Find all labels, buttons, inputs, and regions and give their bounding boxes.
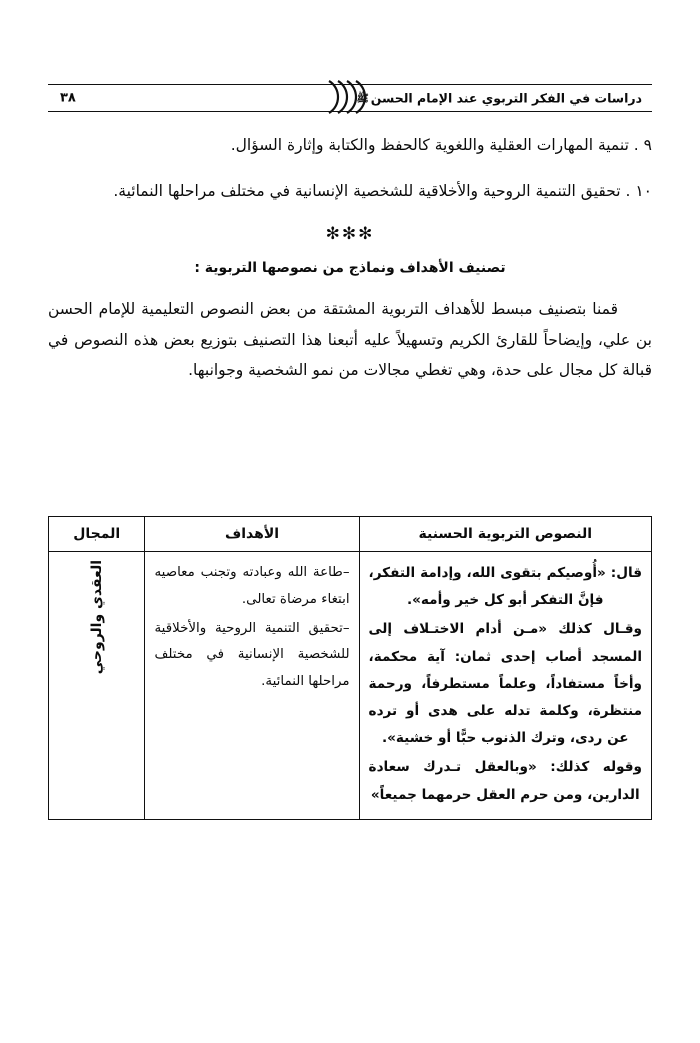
goal-item: –طاعة الله وعبادته وتجنب معاصيه ابتغاء مرضاة تعالى. [154,565,350,607]
section-divider-stars: ✻✻✻ [325,224,375,245]
text-quote: قال: «أُوصيكم بتقوى الله، وإدامة التفكر، فإنَّ التفكر أبو كل خير وأمه». [368,565,642,609]
field-label: العقدي والروحي [88,560,105,675]
cell-field [49,552,145,820]
section-heading: تصنيف الأهداف ونماذج من نصوصها التربوية : [194,260,506,277]
cell-goals [145,552,359,820]
classification-table [48,516,652,820]
table-header-row [49,517,652,552]
text-quote: وقوله كذلك: «وبالعقل تـدرك سعادة الدارين، ومن حرم العقل حرمهما جميعاً» [368,759,642,803]
cell-texts [359,552,651,820]
table-row [49,552,652,820]
text-quote: وقـال كذلك «مـن أدام الاختـلاف إلى المسجد أصاب إحدى ثمان: آية محكمة، وأخاً مستفاداً، وعلماً مستطرفاً، ورحمة منتظرة، وكلمة تدله على هدى أو ترده عن ردى، وترك الذنوب حبًّا أو خشية». [368,621,642,747]
page-number: ٣٨ [60,90,76,106]
goal-item: –تحقيق التنمية الروحية والأخلاقية للشخصية الإنسانية في مختلف مراحلها النمائية. [154,620,350,690]
seal-icon: ﷺ [356,92,369,104]
list-item: ٩ . تنمية المهارات العقلية واللغوية كالحفظ والكتابة وإثارة السؤال. [230,136,652,154]
page-content [48,130,652,401]
triple-wave-ornament-icon [321,78,379,116]
column-header-field: المجال [49,517,145,552]
column-header-texts: النصوص التربوية الحسنية [359,517,651,552]
running-header [48,78,652,118]
list-item: ١٠ . تحقيق التنمية الروحية والأخلاقية للشخصية الإنسانية في مختلف مراحلها النمائية. [113,182,652,201]
paragraph: قمنا بتصنيف مبسط للأهداف التربوية المشتقة من بعض النصوص التعليمية للإمام الحسن بن علي، وإيضاحاً للقارئ الكريم وتسهيلاً عليه أتبعنا هذا التصنيف بتوزيع بعض هذه النصوص في قبالة كل مجال على حدة، وهي تغطي مجالات من نمو الشخصية وجوانبها. [48,300,652,379]
column-header-goals: الأهداف [145,517,359,552]
book-title: دراسات في الفكر التربوي عند الإمام الحسنﷺ [356,90,642,106]
